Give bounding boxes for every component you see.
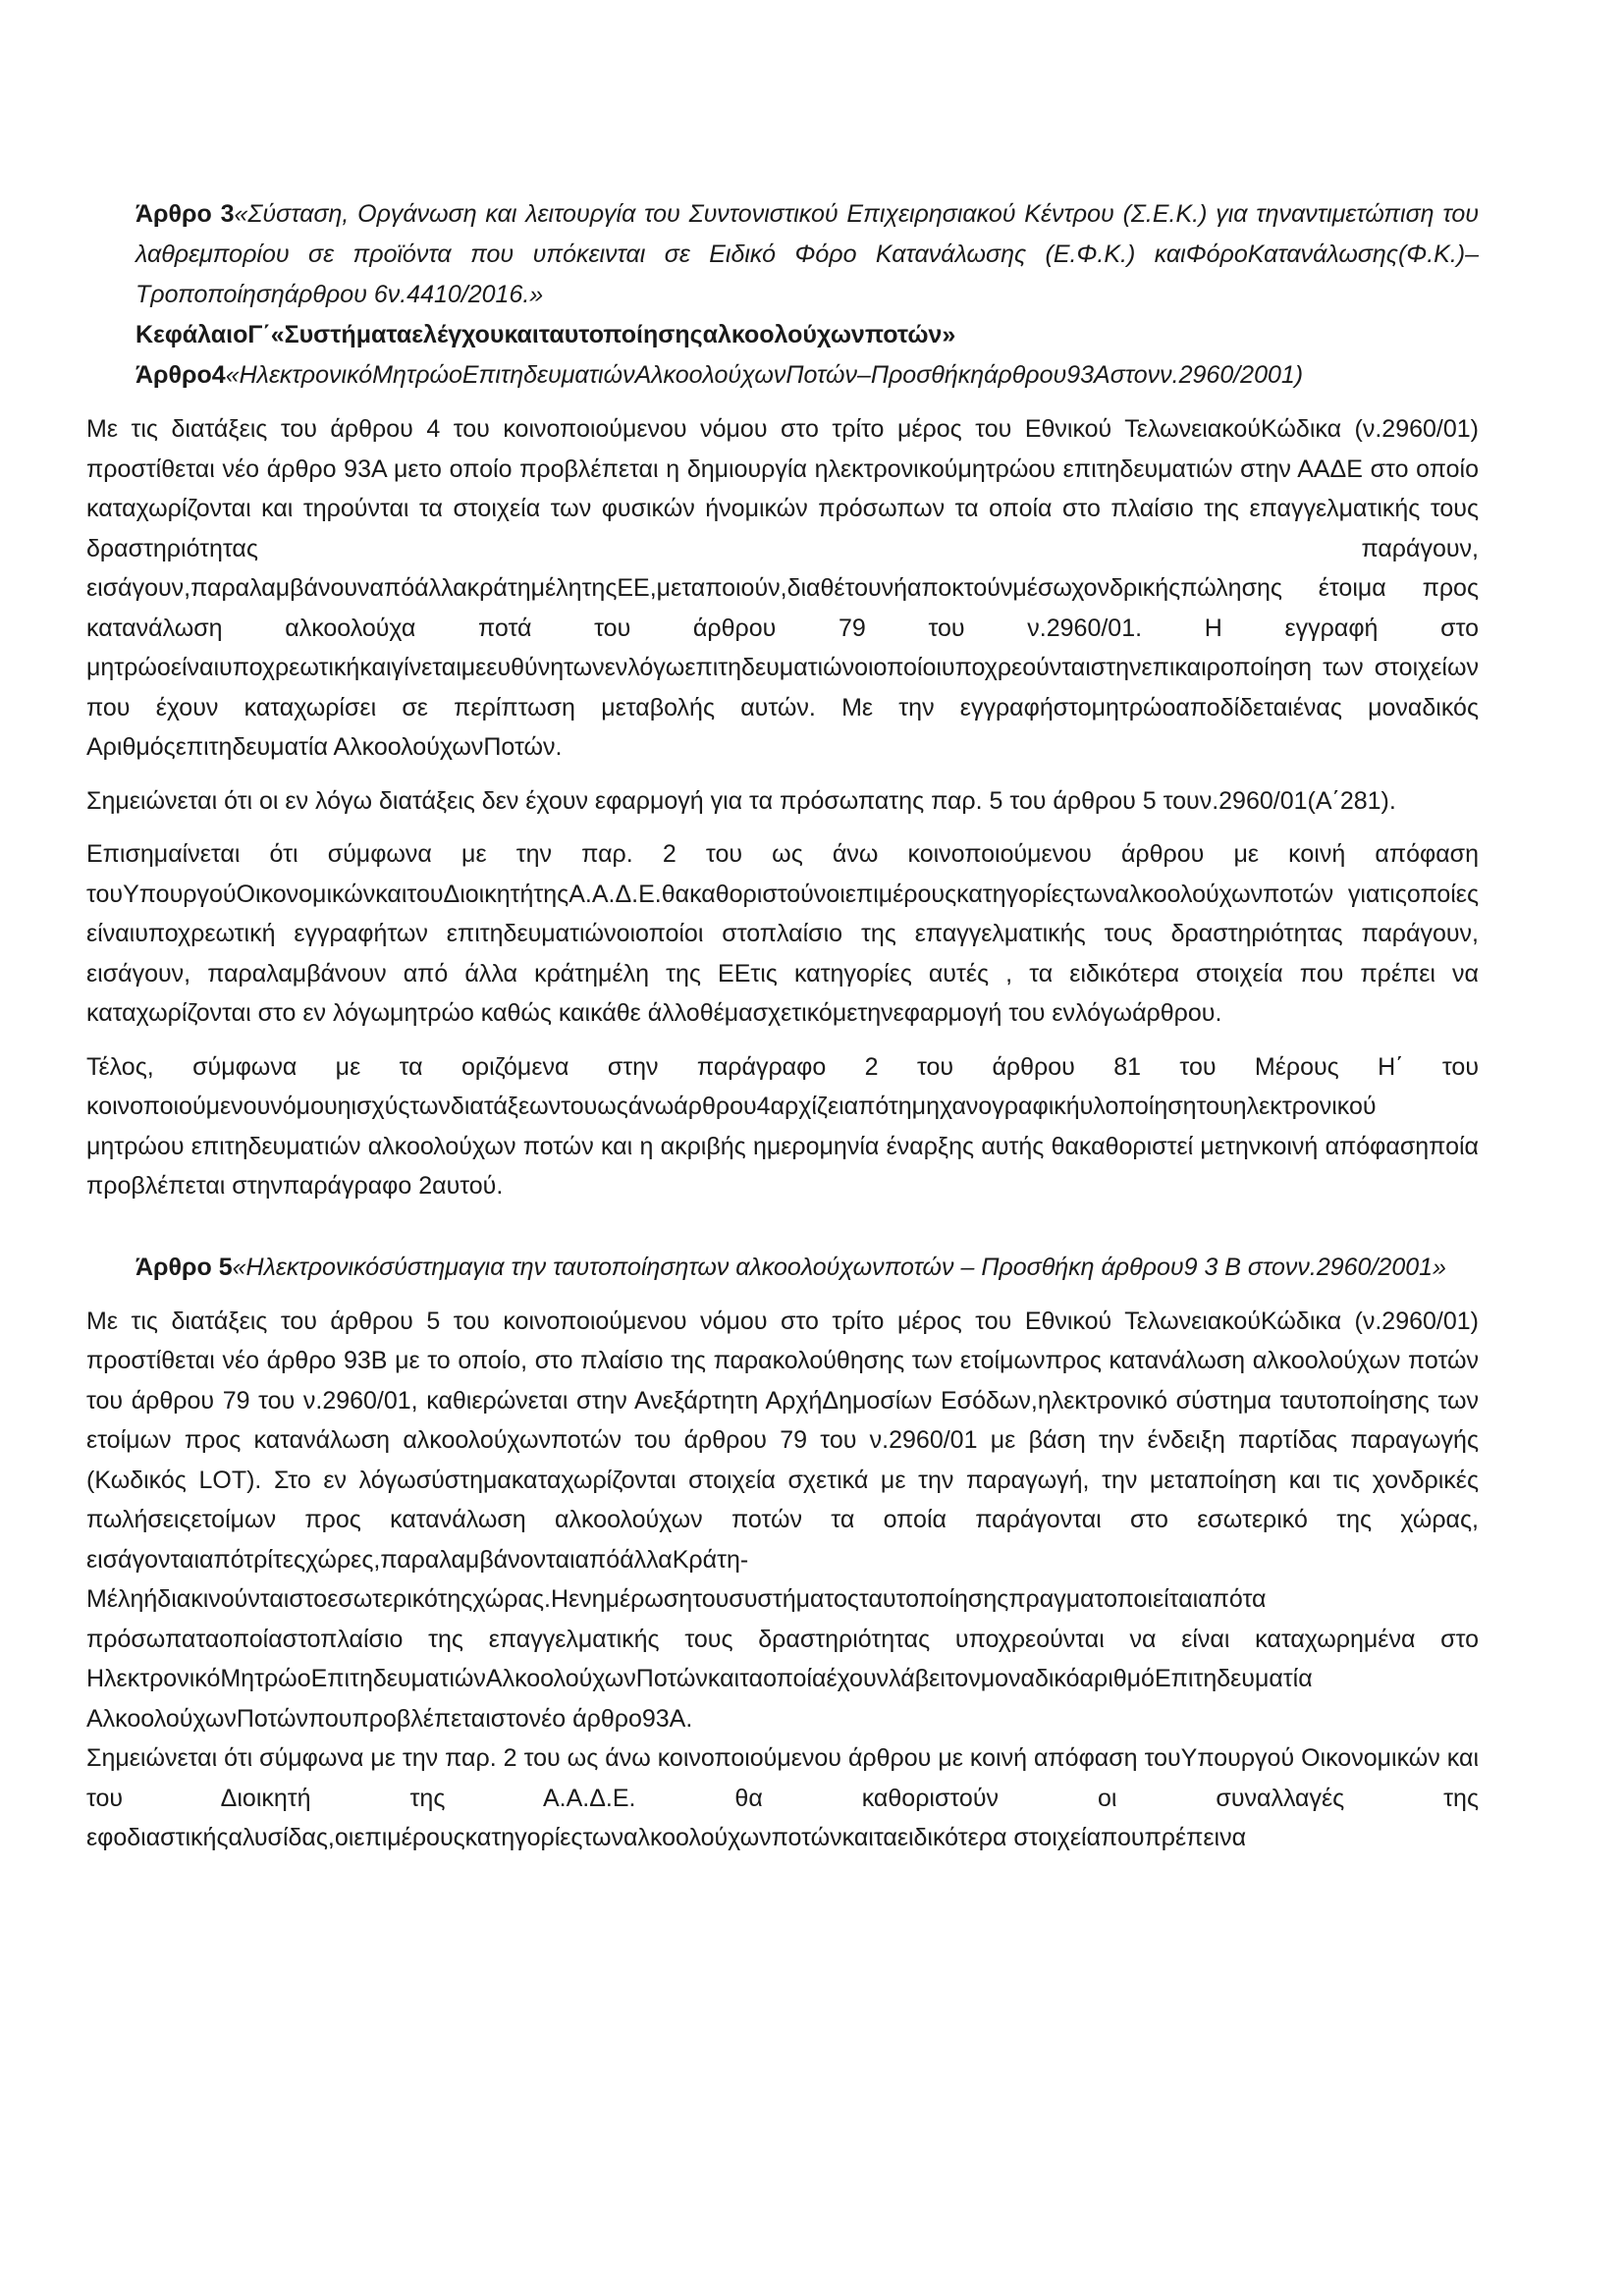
article-5-title: «Ηλεκτρονικόσύστημαγια την ταυτοποίησητων αλκοολούχωνποτών – Προσθήκη άρθρου9 3 Β στονν.2960/2001» [232,1253,1446,1281]
chapter-title: ΚεφάλαιοΓ΄«Συστήματαελέγχουκαιταυτοποίησηςαλκοολούχωνποτών» [135,321,956,348]
article-5-label: Άρθρο 5 [135,1253,233,1281]
article-4-heading [135,355,1479,396]
article-4-paragraph-2: Σημειώνεται ότι οι εν λόγω διατάξεις δεν έχουν εφαρμογή για τα πρόσωπατης παρ. 5 του άρθρου 5 τουν.2960/01(Α΄281). [86,786,1396,815]
article-3-label: Άρθρο 3 [135,200,235,228]
chapter-heading [135,315,1479,355]
article-4-paragraph-3: Επισημαίνεται ότι σύμφωνα με την παρ. 2 του ως άνω κοινοποιούμενου άρθρου με κοινή απόφαση τουΥπουργούΟικονομικώνκαιτουΔιοικητήτηςΑ.Α.Δ.Ε.θακαθοριστούνοιεπιμέρουςκατηγορίεςτωναλκοολούχωνποτών γιατιςοποίες είναιυποχρεωτική εγγραφήτων επιτηδευματιώνοιοποίοι στοπλαίσιο της επαγγελματικής τους δραστηριότητας παράγουν, εισάγουν, παραλαμβάνουν από άλλα κράτημέλη της ΕΕτις κατηγορίες αυτές , τα ειδικότερα στοιχεία που πρέπει να καταχωρίζονται στο εν λόγωμητρώο καθώς καικάθε άλλοθέμασχετικόμετηνεφαρμογή του ενλόγωάρθρου. [86,840,1479,1027]
article-3-heading [135,194,1479,315]
article-4-paragraph-4: Τέλος, σύμφωνα με τα οριζόμενα στην παράγραφο 2 του άρθρου 81 του Μέρους Η΄ του κοινοποιούμενουνόμουηισχύςτωνδιατάξεωντουωςάνωάρθρου4αρχίζειαπότημηχανογραφικήυλοποίησητουηλεκτρονικού μητρώου επιτηδευματιών αλκοολούχων ποτών και η ακριβής ημερομηνία έναρξης αυτής θακαθοριστεί μετηνκοινή απόφασηποία προβλέπεται στηνπαράγραφο 2αυτού. [86,1052,1479,1200]
document-page [86,194,1479,1858]
article-5-heading [135,1248,1479,1288]
article-4-label: Άρθρο4 [135,361,226,389]
article-5-paragraph-2: Σημειώνεται ότι σύμφωνα με την παρ. 2 του ως άνω κοινοποιούμενου άρθρου με κοινή απόφαση τουΥπουργού Οικονομικών και του Διοικητή της Α.Α.Δ.Ε. θα καθοριστούν οι συναλλαγές της εφοδιαστικήςαλυσίδας,οιεπιμέρουςκατηγορίεςτωναλκοολούχωνποτώνκαιταειδικότερα στοιχείαπουπρέπεινα [86,1744,1479,1851]
article-5-paragraph-1: Με τις διατάξεις του άρθρου 5 του κοινοποιούμενου νόμου στο τρίτο μέρος του Εθνικού ΤελωνειακούΚώδικα (ν.2960/01) προστίθεται νέο άρθρο 93Β με το οποίο, στο πλαίσιο της παρακολούθησης των ετοίμωνπρος κατανάλωση αλκοολούχων ποτών του άρθρου 79 του ν.2960/01, καθιερώνεται στην Ανεξάρτητη ΑρχήΔημοσίων Εσόδων,ηλεκτρονικό σύστημα ταυτοποίησης των ετοίμων προς κατανάλωση αλκοολούχωνποτών του άρθρου 79 του ν.2960/01 με βάση την ένδειξη παρτίδας παραγωγής (Κωδικός LOT). Στο εν λόγωσύστημακαταχωρίζονται στοιχεία σχετικά με την παραγωγή, την μεταποίηση και τις χονδρικές πωλήσειςετοίμων προς κατανάλωση αλκοολούχων ποτών τα οποία παράγονται στο εσωτερικό της χώρας, εισάγονταιαπότρίτεςχώρες,παραλαμβάνονταιαπόάλλαΚράτη-Μέληήδιακινούνταιστοεσωτερικότηςχώρας.Ηενημέρωσητουσυστήματοςταυτοποίησηςπραγματοποιείταιαπότα πρόσωπαταοποίαστοπλαίσιο της επαγγελματικής τους δραστηριότητας υποχρεούνται να είναι καταχωρημένα στο ΗλεκτρονικόΜητρώοΕπιτηδευματιώνΑλκοολούχωνΠοτώνκαιταοποίαέχουνλάβειτονμοναδικόαριθμόΕπιτηδευματία ΑλκοολούχωνΠοτώνπουπροβλέπεταιστονέο άρθρο93Α. [86,1307,1479,1733]
article-4-paragraph-1: Με τις διατάξεις του άρθρου 4 του κοινοποιούμενου νόμου στο τρίτο μέρος του Εθνικού ΤελωνειακούΚώδικα (ν.2960/01) προστίθεται νέο άρθρο 93Α μετο οποίο προβλέπεται η δημιουργία ηλεκτρονικούμητρώου επιτηδευματιών στην ΑΑΔΕ στο οποίο καταχωρίζονται και τηρούνται τα στοιχεία των φυσικών ήνομικών πρόσωπων τα οποία στο πλαίσιο της επαγγελματικής τους δραστηριότητας παράγουν, εισάγουν,παραλαμβάνουναπόάλλακράτημέλητηςΕΕ,μεταποιούν,διαθέτουνήαποκτούνμέσωχονδρικήςπώλησης έτοιμα προς κατανάλωση αλκοολούχα ποτά του άρθρου 79 του ν.2960/01. Η εγγραφή στο μητρώοείναιυποχρεωτικήκαιγίνεταιμεευθύνητωνενλόγωεπιτηδευματιώνοιοποίοιυποχρεούνταιστηνεπικαιροποίηση των στοιχείων που έχουν καταχωρίσει σε περίπτωση μεταβολής αυτών. Με την εγγραφήστομητρώοαποδίδεταιένας μοναδικός Αριθμόςεπιτηδευματία ΑλκοολούχωνΠοτών. [86,415,1479,761]
article-3-title: «Σύσταση, Οργάνωση και λειτουργία του Συντονιστικού Επιχειρησιακού Κέντρου (Σ.Ε.Κ.) για τηναντιμετώπιση του λαθρεμπορίου σε προϊόντα που υπόκεινται σε Ειδικό Φόρο Κατανάλωσης (Ε.Φ.Κ.) καιΦόροΚατανάλωσης(Φ.Κ.)–Τροποποίησηάρθρου 6ν.4410/2016.» [135,200,1479,308]
article-4-title: «ΗλεκτρονικόΜητρώοΕπιτηδευματιώνΑλκοολούχωνΠοτών–Προσθήκηάρθρου93Αστονν.2960/2001) [225,361,1304,389]
